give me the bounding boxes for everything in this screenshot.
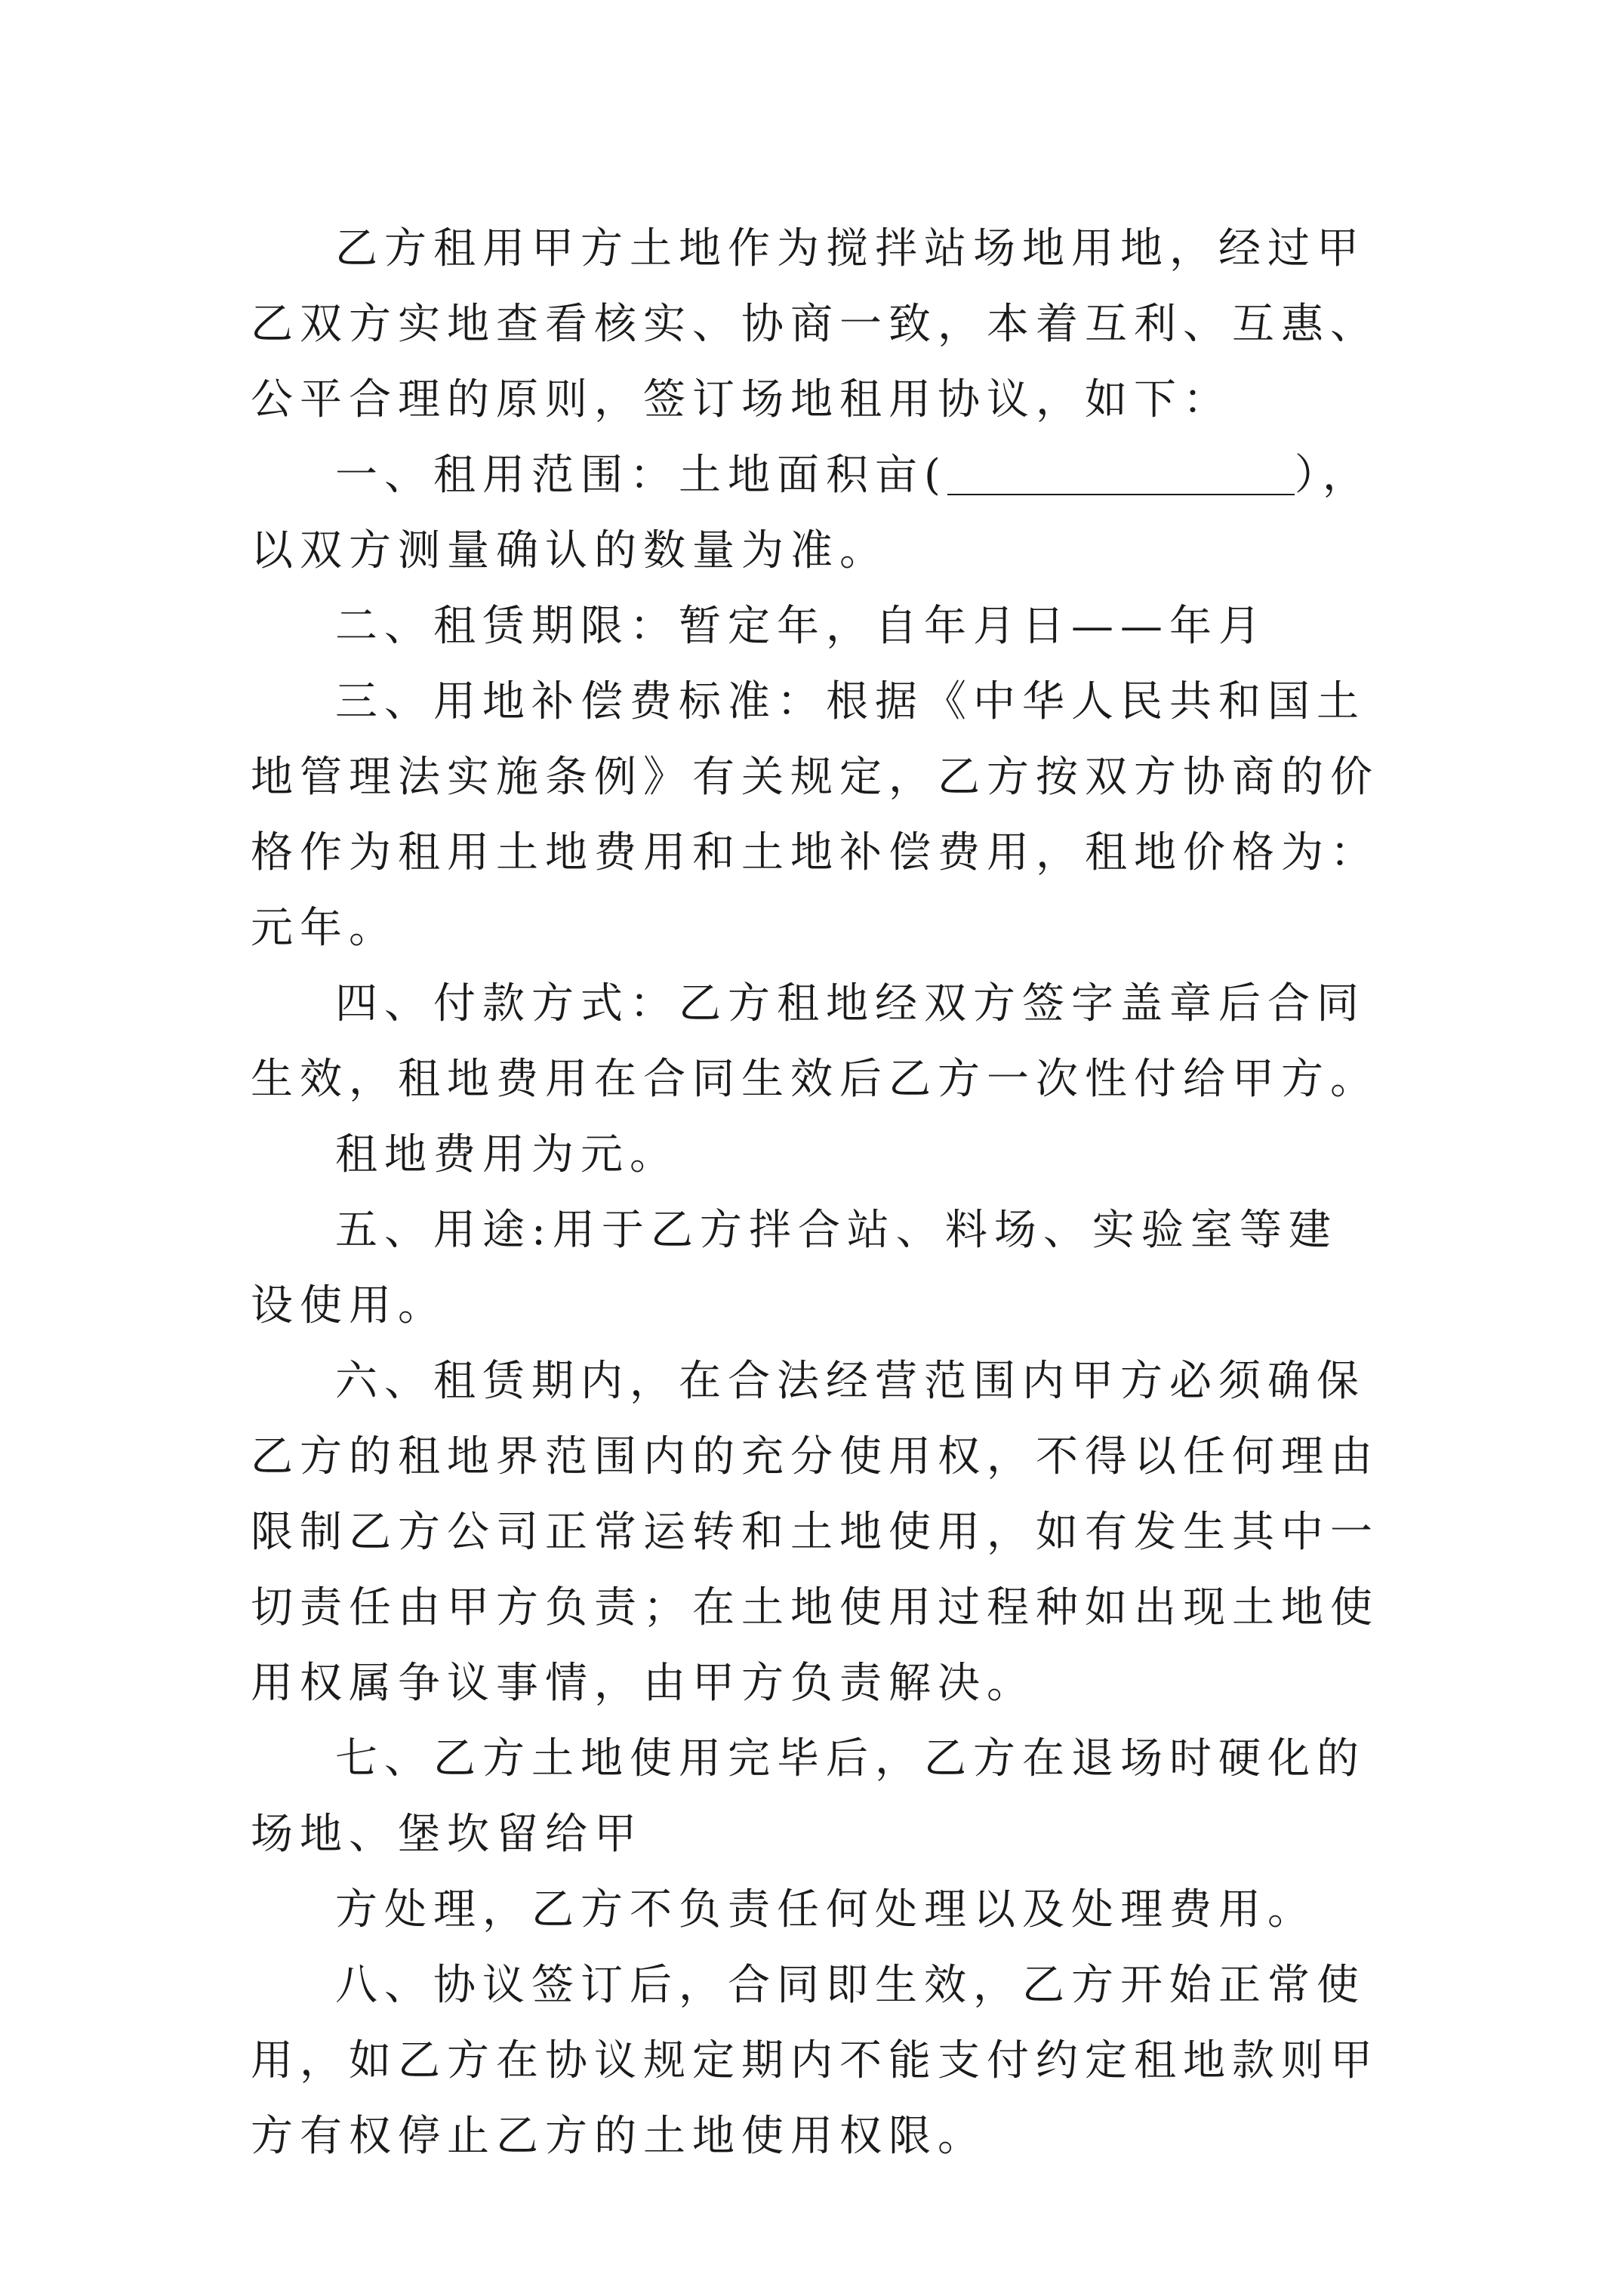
document-body (251, 211, 1383, 2174)
clause-2-paragraph: 二、租赁期限：暂定年，自年月日——年月 (335, 602, 1267, 651)
rent-amount-paragraph: 租地费用为元。 (335, 1130, 679, 1179)
intro-paragraph: 乙方租用甲方土地作为搅拌站场地用地，经过甲乙双方实地查看核实、协商一致，本着互利、互惠、公平合理的原则，签订场地租用协议，如下： (251, 224, 1379, 424)
area-blank-line (947, 451, 1295, 495)
clause-4-paragraph: 四、付款方式：乙方租地经双方签字盖章后合同生效，租地费用在合同生效后乙方一次性付给甲方。 (251, 979, 1379, 1104)
clause-1-paragraph (251, 438, 1383, 589)
clause-3-paragraph: 三、用地补偿费标准：根据《中华人民共和国土地管理法实施条例》有关规定，乙方按双方协商的价格作为租用土地费用和土地补偿费用，租地价格为：元年。 (251, 677, 1379, 953)
clause-6-paragraph: 六、租赁期内，在合法经营范围内甲方必须确保乙方的租地界范围内的充分使用权，不得以任何理由限制乙方公司正常运转和土地使用，如有发生其中一切责任由甲方负责；在土地使用过程种如出现土地使用权属争议事情，由甲方负责解决。 (251, 1357, 1379, 1708)
clause-7-paragraph: 七、乙方土地使用完毕后，乙方在退场时硬化的场地、堡坎留给甲 (251, 1734, 1366, 1859)
clause-7-continuation: 方处理，乙方不负责任何处理以及处理费用。 (335, 1885, 1317, 1934)
clause-5-paragraph: 五、用途:用于乙方拌合站、料场、实验室等建设使用。 (251, 1206, 1338, 1330)
clause-1-tail: ），以双方测量确认的数量为准。 (251, 451, 1372, 575)
clause-1-lead: 一、租用范围：土地面积亩( (335, 451, 947, 500)
clause-8-paragraph: 八、协议签订后，合同即生效，乙方开始正常使用，如乙方在协议规定期内不能支付约定租地款则甲方有权停止乙方的土地使用权限。 (251, 1961, 1379, 2161)
